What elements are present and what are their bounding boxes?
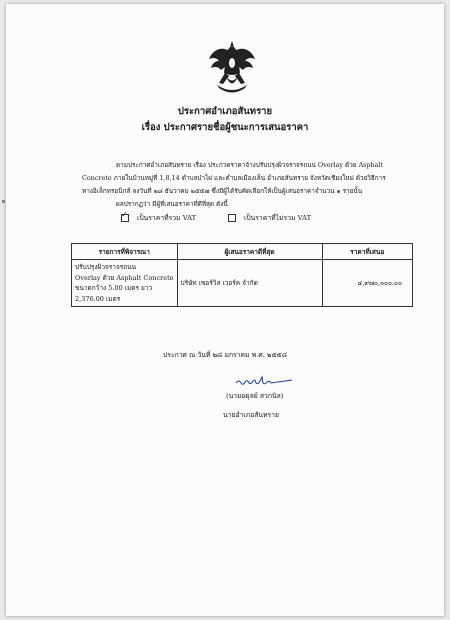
winner-table xyxy=(71,243,413,307)
item-line: ปรับปรุงผิวจราจรถนน xyxy=(75,263,137,271)
document-authority: ประกาศอำเภอสันทราย xyxy=(177,106,273,117)
table-row xyxy=(72,260,413,307)
column-header: รายการที่พิจารณา xyxy=(72,244,178,260)
document-subject: เรื่อง ประกาศรายชื่อผู้ชนะการเสนอราคา xyxy=(141,122,309,133)
vat-excluded-option[interactable] xyxy=(228,212,311,223)
body-line: ผลปรากฏว่า มีผู้ที่เสนอราคาที่ดีที่สุด ดังนี้ xyxy=(116,200,228,208)
vat-included-option[interactable] xyxy=(121,212,196,223)
body-line: Concrete ภายในบ้านหมู่ที่ 1,8,14 ตำบลป่าไผ่ และตำบลเมืองเล็น อำเภอสันทราย จังหวัดเชียงใหม่ ด้วยวิธีการ xyxy=(82,174,386,182)
announcement-body xyxy=(82,159,417,211)
item-cell xyxy=(72,260,178,307)
column-header: ผู้เสนอราคาดีที่สุด xyxy=(177,244,322,260)
body-line: ตามประกาศอำเภอสันทราย เรื่อง ประกวดราคาจ้างปรับปรุงผิวจราจรถนน Overlay ด้วย Asphalt xyxy=(116,161,384,169)
item-line: ขนาดกว้าง 5.00 เมตร ยาว xyxy=(75,284,153,292)
checkbox-empty-icon[interactable] xyxy=(228,214,236,222)
bidder-cell: บริษัท เซอร์วิส เวอร์ค จำกัด xyxy=(177,260,322,307)
body-line: ทางอิเล็กทรอนิกส์ ลงวันที่ ๒๘ ธันวาคม ๒๕๕๗ ซึ่งมีผู้ได้รับคัดเลือกให้เป็นผู้เสนอราคาจำนวน ๑ รายนั้น xyxy=(82,187,363,195)
signature xyxy=(234,374,294,388)
signer-position: นายอำเภอสันทราย xyxy=(223,411,279,419)
item-line: 2,376.00 เมตร xyxy=(75,294,121,303)
announcement-date: ประกาศ ณ วันที่ ๒๘ มกราคม พ.ศ. ๒๕๕๘ xyxy=(162,351,288,359)
column-header: ราคาที่เสนอ xyxy=(322,244,412,260)
scan-mark xyxy=(2,200,5,203)
option-label: เป็นราคาที่ไม่รวม VAT xyxy=(244,214,312,222)
checkbox-checked-icon[interactable] xyxy=(121,214,129,222)
signer-name: (นายอดุลย์ สวกนิล) xyxy=(226,392,284,400)
price-cell: ๔,๙๗๐,๐๐๐.๐๐ xyxy=(322,260,412,307)
item-line: Overlay ด้วย Asphalt Concrete xyxy=(75,273,174,282)
option-label: เป็นราคาที่รวม VAT xyxy=(137,214,197,222)
table-header-row xyxy=(72,244,413,260)
document-page xyxy=(6,4,444,616)
garuda-emblem xyxy=(207,39,257,95)
